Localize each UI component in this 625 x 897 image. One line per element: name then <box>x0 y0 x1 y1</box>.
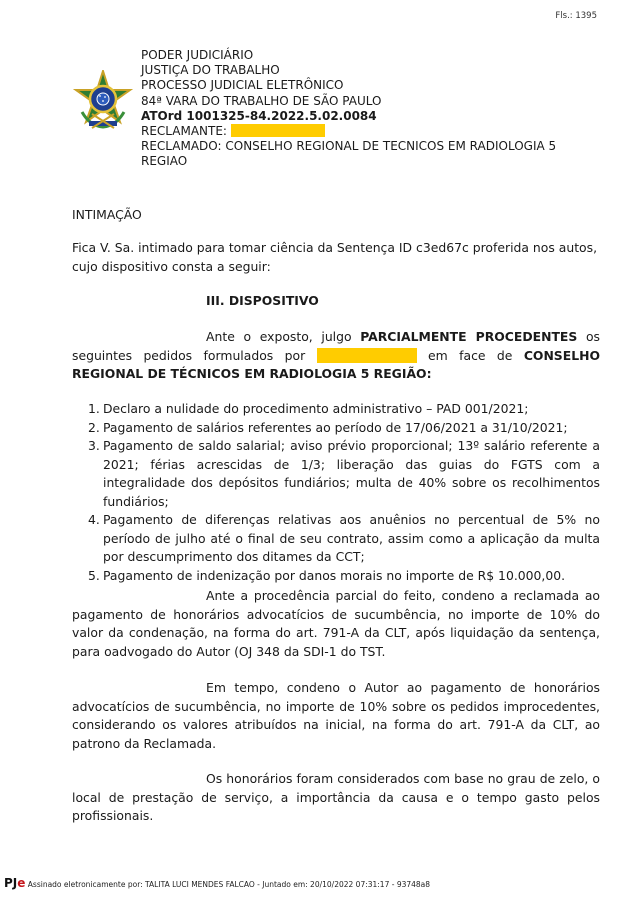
paragraph-disposition <box>72 328 600 384</box>
page-number: Fls.: 1395 <box>555 11 597 21</box>
paragraph-fees-defendant: Ante a procedência parcial do feito, condeno a reclamada ao pagamento de honorários advocatícios de sucumbência, no importe de 10% do valor da condenação, na forma do art. 791-A da CLT, após liquidação da sentença, para oadvogado do Autor (OJ 348 da SDI-1 do TST. <box>72 588 600 659</box>
list-item: 1. Declaro a nulidade do procedimento administrativo – PAD 001/2021; <box>88 401 529 416</box>
header-line-vara: 84ª VARA DO TRABALHO DE SÃO PAULO <box>141 93 382 108</box>
p1-after: em face de <box>416 347 524 363</box>
intro-paragraph: Fica V. Sa. intimado para tomar ciência da Sentença ID c3ed67c proferida nos autos, cujo dispositivo consta a seguir: <box>72 240 598 274</box>
document-header <box>141 48 571 170</box>
list-item: 5. Pagamento de indenização por danos morais no importe de R$ 10.000,00. <box>88 567 566 583</box>
p1-bold-defendant: CONSELHO REGIONAL DE TÉCNICOS EM RADIOLOGIA 5 REGIÃO: <box>72 347 600 381</box>
paragraph-fees-plaintiff: Em tempo, condeno o Autor ao pagamento de honorários advocatícios de sucumbência, no importe de 10% sobre os pedidos improcedentes, considerando os valores atribuídos na inicial, na forma do art. 791-A da CLT, ao patrono da Reclamada. <box>72 680 600 751</box>
defendant-line-1: RECLAMADO: CONSELHO REGIONAL DE TECNICOS EM RADIOLOGIA 5 <box>141 139 557 154</box>
p1-middle: os seguintes pedidos formulados por <box>72 329 600 363</box>
signature-footer <box>4 876 624 890</box>
defendant-line-2: REGIAO <box>141 154 188 169</box>
paragraph-fees-criteria: Os honorários foram considerados com base no grau de zelo, o local de prestação de serviço, a importância da causa e o tempo gasto pelos profissionais. <box>72 771 600 823</box>
case-number: ATOrd 1001325-84.2022.5.02.0084 <box>141 108 377 123</box>
p1-bold-verdict: PARCIALMENTE PROCEDENTES <box>360 329 578 344</box>
document-title: INTIMAÇÃO <box>72 207 142 222</box>
brazil-coat-of-arms-icon <box>72 70 134 132</box>
list-item: 3. Pagamento de saldo salarial; aviso prévio proporcional; 13º salário referente a 2021; férias acrescidas de 1/3; liberação das guias do FGTS com a integralidade dos depósitos fundiários; multa de 40% sobre os recolhimentos fundiários; <box>88 438 600 509</box>
section-heading: III. DISPOSITIVO <box>206 293 319 308</box>
list-item: 2. Pagamento de salários referentes ao período de 17/06/2021 a 31/10/2021; <box>88 419 568 435</box>
signature-text: Assinado eletronicamente por: TALITA LUCI MENDES FALCAO - Juntado em: 20/10/2022 07:31:17 - 93748a8 <box>27 880 431 889</box>
pje-logo: PJe <box>4 876 26 890</box>
claimant-label: RECLAMANTE: <box>141 124 227 139</box>
header-line-judiciary: PODER JUDICIÁRIO <box>141 48 254 62</box>
p1-before: Ante o exposto, julgo <box>206 329 361 344</box>
list-item: 4. Pagamento de diferenças relativas aos anuênios no percentual de 5% no período de julho até o final de seu contrato, assim como a aplicação da multa por descumprimento dos ditames da CCT; <box>88 512 600 564</box>
header-line-court: JUSTIÇA DO TRABALHO <box>141 63 280 78</box>
header-line-process: PROCESSO JUDICIAL ELETRÔNICO <box>141 78 344 93</box>
claimant-redaction <box>231 124 325 137</box>
claimant-redaction-inline <box>317 348 417 363</box>
judgment-items-list <box>72 400 600 585</box>
claimant-line <box>141 124 571 139</box>
